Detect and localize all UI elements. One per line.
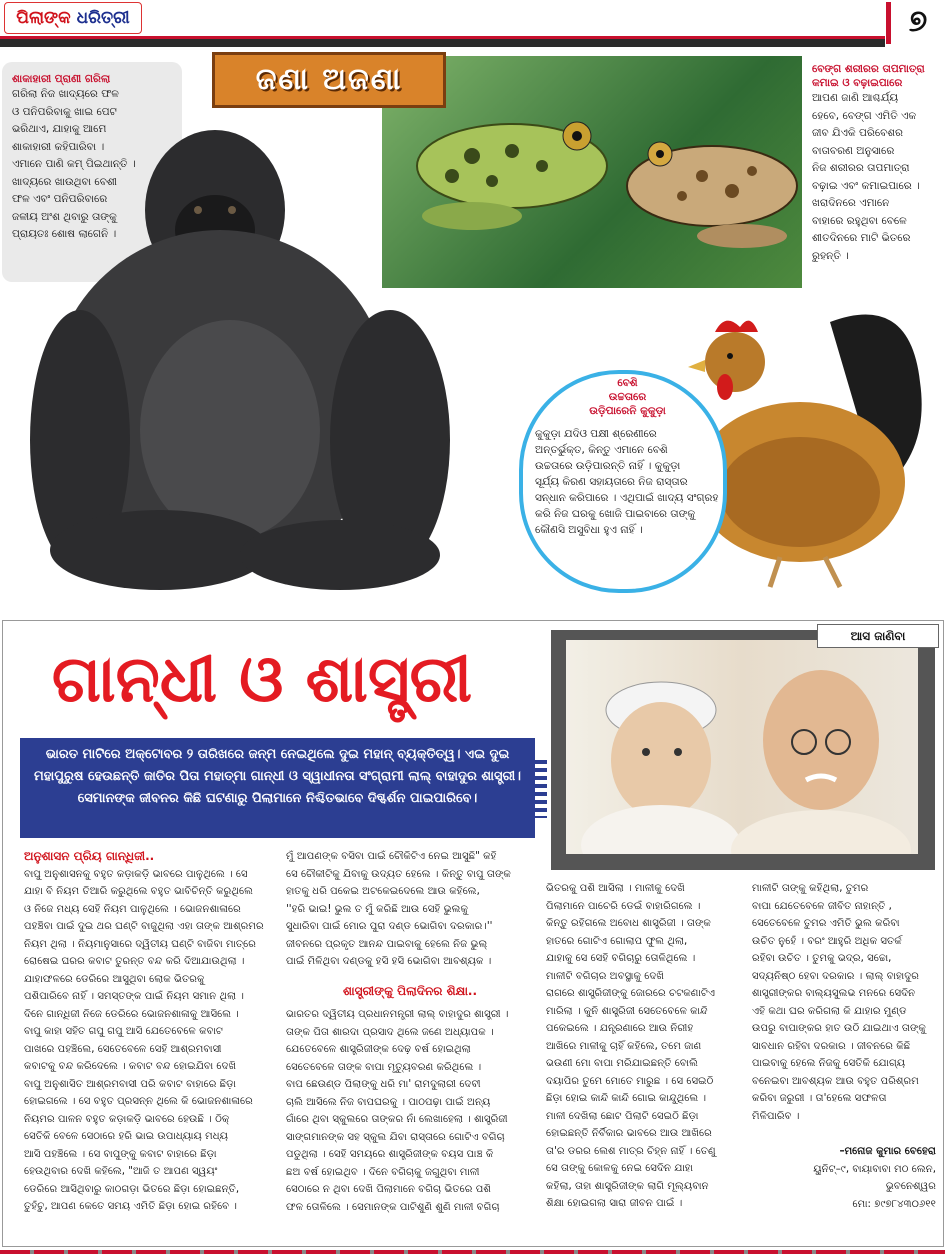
col3-line: ମାଳୀଟି ବଗିଚାର ଅବସ୍ଥାକୁ ଦେଖି xyxy=(546,970,664,982)
col3-line: ଦୟାପିର ତୁମେ ମୋତେ ମାରୁଛ । ସେ ସେଇଠି xyxy=(546,1075,714,1087)
gorilla-line: ଏମାନେ ପାଣି କମ୍ ପିଇଥାନ୍ତି । xyxy=(12,158,136,170)
header-rule-accent xyxy=(0,36,885,39)
col2-line: ବାପ ଛେଉଣ୍ଡ ପିଲାଙ୍କୁ ଧରି ମା' ରାମଦୁଲାରୀ ଦେବୀ xyxy=(286,1079,481,1090)
col2-line: ସାଙ୍ଗମାନଙ୍କ ସହ ସ୍କୁଲ ଯିବା ରାସ୍ତାରେ ଗୋଟିଏ ବଗିଚା xyxy=(286,1131,505,1143)
hen-line: ସୂର୍ଯ୍ୟ କିରଣ ସହାୟତାରେ ନିଜ ରାସ୍ତାର xyxy=(535,476,688,488)
frog-line: ବାତାବରଣ ଅନୁସାରେ xyxy=(812,144,895,157)
frog-line: ବାହାରେ ରହୁଥିବା ବେଳେ xyxy=(812,214,907,227)
article-column-3 xyxy=(546,880,742,1213)
byline: –ମନୋଜ କୁମାର ବେହେରା xyxy=(839,1146,936,1157)
col1-line: ତୁହଁଚୁ, ଆପଣ କେତେ ସମୟ ଏମିତି ଛିଡ଼ା ହୋଇ ରହିବେ । xyxy=(24,1201,237,1212)
hen-line: କରି ନିଜ ଘରକୁ ଖୋଜି ପାଇବାରେ ତାଙ୍କୁ xyxy=(535,508,696,520)
frog-line: ଜୀବ ଯିଏକି ପରିବେଶର xyxy=(812,127,904,139)
col3-line: ହାତରେ ଗୋଟିଏ ଗୋଲାପ ଫୁଲ ଥିଲା, xyxy=(546,935,688,947)
col3-line: କିନ୍ତୁ ରହିଗଲେ ଅବୋଧ ଶାସ୍ତ୍ରିଜୀ । ତାଙ୍କ xyxy=(546,918,711,929)
gorilla-line: ପ୍ରାୟତଃ ଶୋଷ ଲାଗେନି । xyxy=(12,228,117,240)
col3-line: ରାଗରେ ଶାସ୍ତ୍ରିଜୀଙ୍କୁ ଜୋରରେ ଚଟକଣାଟିଏ xyxy=(546,988,716,999)
portrait-image xyxy=(566,640,918,854)
col2-line: ସେଠାରେ ନ ଥିବା ଦେଖି ପିଲାମାନେ ବଗିଚା ଭିତରେ ପଶି xyxy=(286,1184,491,1195)
gorilla-line: ଜଳୀୟ ଅଂଶ ଥିବାରୁ ତାଙ୍କୁ xyxy=(12,210,117,223)
hen-line: ଉଚ୍ଚତାରେ ଉଡ଼ିପାରନ୍ତି ନାହିଁ । କୁକୁଡ଼ା xyxy=(535,460,681,472)
hen-line: ସନ୍ଧାନ କରିପାରେ । ଏଥିପାଇଁ ଖାଦ୍ୟ ସଂଗ୍ରହ xyxy=(535,492,719,504)
portrait-illustration xyxy=(566,640,918,854)
col2-line: ଯେତେବେଳେ ଶାସ୍ତ୍ରିଜୀଙ୍କ ଦେଢ଼ ବର୍ଷ ହୋଇଥିଲା xyxy=(286,1044,471,1055)
frog-text xyxy=(812,62,940,265)
col1-line: ଡେରିରେ ଆସିଥିବାରୁ କାଠଗଡ଼ା ଭିତରେ ଛିଡ଼ା ହୋଇଛନ୍ତି, xyxy=(24,1183,240,1195)
masthead xyxy=(0,0,945,38)
col1-line: ଓ ନିଜେ ମଧ୍ୟ ସେହି ନିୟମ ପାଳୁଥିଲେ । ଭୋଜନଶାଳାରେ xyxy=(24,903,241,915)
frog-line: ବଢ଼ାଇ ଏବଂ କମାଇପାରେ । xyxy=(812,179,920,192)
col2-line: ମୁଁ ଆପଣଙ୍କ ବସିବା ପାଇଁ ଚୌକିଟିଏ ନେଇ ଆସୁଛି" କହି xyxy=(286,851,497,862)
hen-heading-2: ଉଚ୍ଚତାରେ xyxy=(608,391,647,403)
col2-line: ତାଙ୍କ ପିତା ଶାରଦା ପ୍ରସାଦ ଥିଲେ ଜଣେ ଅଧ୍ୟାପକ । xyxy=(286,1026,494,1038)
gorilla-line: ଭରିଥାଏ, ଯାହାକୁ ଆମେ xyxy=(12,123,107,135)
footer-rule xyxy=(0,1250,945,1254)
hen-line: କୁକୁଡ଼ା ଯଦିଓ ପକ୍ଷୀ ଶ୍ରେଣୀରେ xyxy=(535,428,657,440)
col4-line: ସଦ୍ୟନିଷ୍ଠ ହେବା ଦରକାର । ଲାଲ୍ ବାହାଦୁର xyxy=(752,970,919,982)
col4-line: କରିବା ଜରୁରୀ । ତା'ହେଲେ ସଫଳତା xyxy=(752,1093,887,1104)
col1-line: ରୋଷେଇ ଘରର କବାଟ ତୁରନ୍ତ ବନ୍ଦ କରି ଦିଆଯାଉଥିଲା । xyxy=(24,956,245,967)
gorilla-line: ଖାଦ୍ୟରେ ଖାଉଥିବା ବେଶୀ xyxy=(12,175,117,188)
col4-line: ସାବଧାନ ରହିବା ଦରକାର । ଜୀବନରେ କିଛି xyxy=(752,1040,911,1052)
author-city: ଭୁବନେଶ୍ୱର xyxy=(885,1181,936,1192)
col1-line: ହୋଇଗଲେ । ସେ ବହୁତ ପ୍ରସନ୍ନ ଥିଲେ କି ଭୋଜନଶାଳାରେ xyxy=(24,1096,253,1107)
gorilla-line: ଗରିଲା ନିଜ ଖାଦ୍ୟରେ ଫଳ xyxy=(12,88,119,100)
col2-line: ଚାଲି ଆସିଲେ ନିଜ ବାପଘରକୁ । ପାଠପଢ଼ା ପାଇଁ ଅନ୍ୟ xyxy=(286,1096,491,1108)
intro-line: ସେମାନଙ୍କ ଜୀବନର କିଛି ଘଟଣାରୁ ପିଲାମାନେ ନିଶ୍ଚିତଭାବେ ଦିଗ୍ଦର୍ଶନ ପାଇପାରିବେ। xyxy=(77,791,478,806)
col1-line: ବାପୁ ଅନୁଶାସିତ ଆଶ୍ରମବାସୀ ପରି କବାଟ ବାହାରେ ଛିଡ଼ା xyxy=(24,1078,236,1090)
col2-line: ପାଇଁ ମିଳିଥିବା ଦଣ୍ଡକୁ ହସି ହସି ଭୋଗିବା ଆବଶ୍ୟକ । xyxy=(286,956,492,967)
col1-line: ଯାହା ବି ନିୟମ ତିଆରି କରୁଥିଲେ ବହୁତ ଭାବିଚିନ୍ତି କରୁଥିଲେ xyxy=(24,886,253,897)
author-phone: ମୋ: ୭୯୭୮୪୩୦୬୧୧ xyxy=(852,1198,936,1210)
col1-line: ପଶିପାରିବେ ନାହିଁ । ସମସ୍ତଙ୍କ ପାଇଁ ନିୟମ ସମାନ ଥିଲା । xyxy=(24,991,244,1002)
intro-line: ମହାପୁରୁଷ ହେଉଛନ୍ତି ଜାତିର ପିତା ମହାତ୍ମା ଗାନ୍ଧୀ ଓ ସ୍ୱାଧୀନତା ସଂଗ୍ରାମୀ ଲାଲ୍ ବାହାଦୁର ଶାସ୍ତ୍ରୀ। xyxy=(33,769,521,784)
section-kicker: ଆସ ଜାଣିବା xyxy=(817,624,939,648)
col3-line: ମାରିଲା । କୁନି ଶାସ୍ତ୍ରିଜୀ ସେତେବେଳେ କାନ୍ଦି xyxy=(546,1005,708,1017)
col2-line: ''ହରି ଭାଇ! ଭୁଲ ତ ମୁଁ କରିଛି ଆଉ ସେହି ଭୁଲକୁ xyxy=(286,903,468,915)
col2-line: ସେ ଚୌକୀଟିକୁ ଯିବାକୁ ଉଦ୍ୟତ ହେଲେ । କିନ୍ତୁ ବାପୁ ତାଙ୍କ xyxy=(286,868,511,880)
col4-line: ମାଳୀଟି ତାଙ୍କୁ କହିଥିଲା, ତୁମର xyxy=(752,883,869,894)
col1-line: ନିୟମ ଥିଲା । ନିୟମାନୁସାରେ ଦ୍ୱିତୀୟ ଘଣ୍ଟି ବାଜିବା ମାତ୍ରେ xyxy=(24,938,256,950)
col1-line: ପାଖରେ ପହଞ୍ଚିଲେ, ସେତେବେଳେ ସେହି ଆଶ୍ରମବାସୀ xyxy=(24,1043,222,1055)
gorilla-heading: ଶାକାହାରୀ ପ୍ରାଣୀ ଗରିଲା xyxy=(12,73,111,85)
col4-line: ମିଳିପାରିବ । xyxy=(752,1110,800,1122)
col3-line: ଶିକ୍ଷା ହୋଇଗଲା ସାରା ଜୀବନ ପାଇଁ । xyxy=(546,1198,683,1209)
hen-heading: ବେଶି xyxy=(617,377,638,389)
col2-line: ଗାଁରେ ଥିବା ସ୍କୁଲରେ ତାଙ୍କର ନାଁ ଲେଖାହେଲା । ଶାସ୍ତ୍ରିଜୀ xyxy=(286,1114,508,1125)
col1-line: ପହଞ୍ଚିବା ପାଇଁ ଦୁଇ ଥର ଘଣ୍ଟି ବାଜୁଥିଲା ଏହା ତାଙ୍କ ଆଶ୍ରମର xyxy=(24,921,264,932)
author-address: ୟୁନିଟ୍–୯, ବାୟାବାବା ମଠ ଲେନ, xyxy=(813,1163,936,1175)
page-number-bar xyxy=(886,2,891,44)
col1-line: ଆସି ପହଞ୍ଚିଲେ । ସେ ବାପୁଙ୍କୁ କବାଟ ବାହାରେ ଛିଡ଼ା xyxy=(24,1148,217,1160)
frog-line: ରୁହନ୍ତି । xyxy=(812,249,849,262)
gorilla-line: ଓ ପନିପରିବାକୁ ଖାଇ ପେଟ xyxy=(12,105,117,118)
col2-line: ହାତକୁ ଧରି ପକେଇ ଅଟକେଇଦେଲେ ଆଉ କହିଲେ, xyxy=(286,886,480,897)
col3-line: ହୋଇଛନ୍ତି ନିର୍ବିକାର ଭାବରେ ଆଉ ଆଖିରେ xyxy=(546,1128,712,1139)
col2-line: ସେତେବେଳେ ତାଙ୍କ ବାପା ମୃତ୍ୟୁବରଣ କରିଥିଲେ । xyxy=(286,1061,482,1073)
brand-logo xyxy=(4,2,142,34)
page-number: ୭ xyxy=(908,4,928,39)
col3-line: ସେ ତାଙ୍କୁ କୋଳକୁ ନେଇ ସେଦିନ ଯାହା xyxy=(546,1163,694,1174)
col3-line: ପିଲାମାନେ ପାଚେରି ଡେଇଁ ବାହାରିଗଲେ । xyxy=(546,900,701,912)
frog-line: ଶୀତଦିନରେ ମାଟି ଭିତରେ xyxy=(812,232,911,244)
col3-line: ଆଖିରେ ମାଳୀକୁ ଚାହିଁ କହିଲେ, ତମେ ଜାଣ xyxy=(546,1040,702,1052)
brand-part1: ପିଲାଙ୍କ xyxy=(16,8,71,28)
feature-banner: ଜଣା ଅଜଣା xyxy=(212,52,446,108)
col4-line: ଶାସ୍ତ୍ରୀଙ୍କର ବାଲ୍ୟସୁଲଭ ମନରେ ସେଦିନ xyxy=(752,988,916,999)
col1-line: ଯାହାଫଳରେ ଡେରିରେ ଆସୁଥିବା ଲୋକ ଭିତରକୁ xyxy=(24,973,205,985)
col4-line: ପାଇବାକୁ ହେଲେ ନିଜକୁ ସେତିକି ଯୋଗ୍ୟ xyxy=(752,1058,906,1069)
hen-text xyxy=(535,376,720,538)
frog-heading: ବେଙ୍ଗ ଶରୀରର ତାପମାତ୍ରା xyxy=(812,63,925,75)
hen-line: ଅନ୍ତର୍ଭୁକ୍ତ, କିନ୍ତୁ ଏମାନେ ବେଶି xyxy=(535,444,668,456)
col4-line: ରହିବା ଉଚିତ । ତୁମକୁ ଭଦ୍ର, ସଚ୍ଚୋ, xyxy=(752,953,892,964)
col1-line: ଦିନେ ଗାନ୍ଧିଜୀ ନିଜେ ଡେରିରେ ଭୋଜନଶାଳାକୁ ଆସିଲେ । xyxy=(24,1008,239,1020)
col2-line: ଭାରତର ଦ୍ୱିତୀୟ ପ୍ରଧାନମନ୍ତ୍ରୀ ଲାଲ୍ ବାହାଦୁର ଶାସ୍ତ୍ରୀ । xyxy=(286,1009,509,1020)
col2-line: ପଡୁଥିଲା । ସେହି ସମୟରେ ଶାସ୍ତ୍ରିଜୀଙ୍କ ବୟସ ପାଞ୍ଚ କି xyxy=(286,1149,494,1160)
col1-line: କବାଟକୁ ବନ୍ଦ କରିଦେଲେ । କବାଟ ବନ୍ଦ ହୋଇଯିବା ଦେଖି xyxy=(24,1061,237,1072)
col4-line: ସେତେବେଳେ ତୁମର ଏମିତି ଭୁଲ କରିବା xyxy=(752,918,900,929)
intro-line: ଭାରତ ମାଟିରେ ଅକ୍ଟୋବର ୨ ତାରିଖରେ ଜନ୍ମ ନେଇଥିଲେ ଦୁଇ ମହାନ୍ ବ୍ୟକ୍ତିତ୍ୱ। ଏଇ ଦୁଇ xyxy=(45,747,510,762)
gorilla-text xyxy=(12,72,172,244)
col2-line: ସୁଧାରିବା ପାଇଁ ମୋର ପୁରା ଦଣ୍ଡ ଭୋଗିବା ଦରକାର।'' xyxy=(286,921,493,932)
gorilla-line: ଶାକାହାରୀ କହିପାରିବା । xyxy=(12,140,105,153)
brand-part2: ଧରିତ୍ରୀ xyxy=(76,8,130,28)
col1-line: ସେତିକି ବେଳେ ସେଠାରେ ହରି ଭାଇ ଉପାଧ୍ୟାୟ ମଧ୍ୟ xyxy=(24,1131,229,1142)
frog-line: ଆପଣ ଜାଣି ଆଶ୍ଚର୍ଯ୍ୟ xyxy=(812,92,899,104)
col2-line: ଫଳ ତୋଳିଲେ । ସେମାନଙ୍କ ପାଟିଶୁଣି ଶୁଣି ମାଳୀ ବଗିଚା xyxy=(286,1201,500,1213)
col3-line: ଛିଡ଼ା ହୋଇ କାନ୍ଦି କାନ୍ଦି ଗୋଇ କାନ୍ଦୁଥିଲେ । xyxy=(546,1093,707,1104)
frog-line: ହେବେ, ବେଙ୍ଗ ଏମିତି ଏକ xyxy=(812,109,917,122)
col3-line: ପକେଇଲେ । ଯନ୍ତ୍ରଣାରେ ଆଉ ନିରୀହ xyxy=(546,1023,694,1034)
col4-line: ଉଚିତ ନୁହେଁ । ବରଂ ଆହୁରି ଅଧିକ ସତର୍କ xyxy=(752,935,902,947)
col2-line: ଜୀବନରେ ପ୍ରକୃତ ଆନନ୍ଦ ପାଇବାକୁ ହେଲେ ନିଜ ଭୁଲ୍ xyxy=(286,938,488,950)
article-title: ଗାନ୍ଧୀ ଓ ଶାସ୍ତ୍ରୀ xyxy=(51,643,473,717)
col1-line: ହେଉଥିବାର ଦେଖି କହିଲେ, "ଆଜି ତ ଆପଣ ସ୍ୱୟଂ xyxy=(24,1166,218,1177)
col1-line: ବାପୁ କାହା ସହିତ ଗପୁ ଗପୁ ଆସି ଯେତେବେଳେ କବାଟ xyxy=(24,1026,223,1037)
hen-heading-3: ଉଡ଼ିପାରେନି କୁକୁଡ଼ା xyxy=(589,405,666,417)
subhead-shastri: ଶାସ୍ତ୍ରୀଙ୍କୁ ପିଲାଦିନର ଶିକ୍ଷା.. xyxy=(342,983,478,998)
col3-line: କହିଲା, ତାହା ଶାସ୍ତ୍ରିଜୀଙ୍କ ଲାଗି ମୂଲ୍ୟବାନ xyxy=(546,1180,709,1192)
article-column-2 xyxy=(286,848,534,1216)
col2-line: ଛଅ ବର୍ଷ ହୋଇଥିବ । ଦିନେ ବଗିଚାକୁ ଜଗୁଥିବା ମାଳୀ xyxy=(286,1166,480,1178)
intro-decoration xyxy=(535,760,547,818)
article-column-4 xyxy=(752,880,936,1213)
subhead-gandhi: ଅନୁଶାସନ ପ୍ରିୟ ଗାନ୍ଧିଜୀ.. xyxy=(24,849,155,863)
col3-line: ମାଳୀ ଦେଖିଲା ଛୋଟ ପିଲାଟି ସେଇଠି ଛିଡ଼ା xyxy=(546,1110,699,1122)
hen-line: କୌଣସି ଅସୁବିଧା ହୁଏ ନାହିଁ । xyxy=(535,524,643,536)
col1-line: ବାପୁ ଅନୁଶାସନକୁ ବହୁତ କଡ଼ାକଡ଼ି ଭାବରେ ପାଳୁଥିଲେ । ସେ xyxy=(24,868,248,880)
col4-line: ବାପା ଯେତେବେଳେ ଜୀବିତ ନାହାନ୍ତି , xyxy=(752,900,892,912)
col4-line: ଉପରୁ ବାପାଙ୍କର ହାତ ଉଠି ଯାଇଥାଏ ତାଙ୍କୁ xyxy=(752,1023,926,1034)
frog-heading-2: କମାଇ ଓ ବଢ଼ାଇପାରେ xyxy=(812,77,903,89)
col3-line: ଯାହାକୁ ସେ ସେହି ବଗିଚାରୁ ତୋଳିଥିଲେ । xyxy=(546,953,696,964)
article-column-1 xyxy=(24,848,274,1216)
col1-line: ନିୟମର ପାଳନ ବହୁତ କଡ଼ାକଡ଼ି ଭାବରେ ହେଉଛି । ଠିକ୍ xyxy=(24,1113,230,1125)
col4-line: ଏହି କଥା ଘର କରିଗଲା କି ଯାହାର ମୁଣ୍ଡ xyxy=(752,1005,907,1017)
frog-line: ଖରାଦିନରେ ଏମାନେ xyxy=(812,197,890,209)
col3-line: ତା'ର ଡରର ଲେଶ ମାତ୍ର ଚିହ୍ନ ନାହିଁ । ତେଣୁ xyxy=(546,1145,716,1157)
frog-line: ନିଜ ଶରୀରର ତାପମାତ୍ରା xyxy=(812,162,910,174)
gorilla-line: ଫଳ ଏବଂ ପନିପରିବାରେ xyxy=(12,193,108,205)
article-intro xyxy=(20,738,535,838)
col3-line: ଭଉଣୀ ମୋ ବାପା ମରିଯାଇଛନ୍ତି ବୋଲି xyxy=(546,1058,698,1069)
col4-line: ବନେଇବା ଆବଶ୍ୟକ ଆଉ ବହୁତ ପରିଶ୍ରମ xyxy=(752,1075,919,1087)
col3-line: ଭିତରକୁ ପଶି ଆସିଲା । ମାଳୀକୁ ଦେଖି xyxy=(546,883,685,894)
